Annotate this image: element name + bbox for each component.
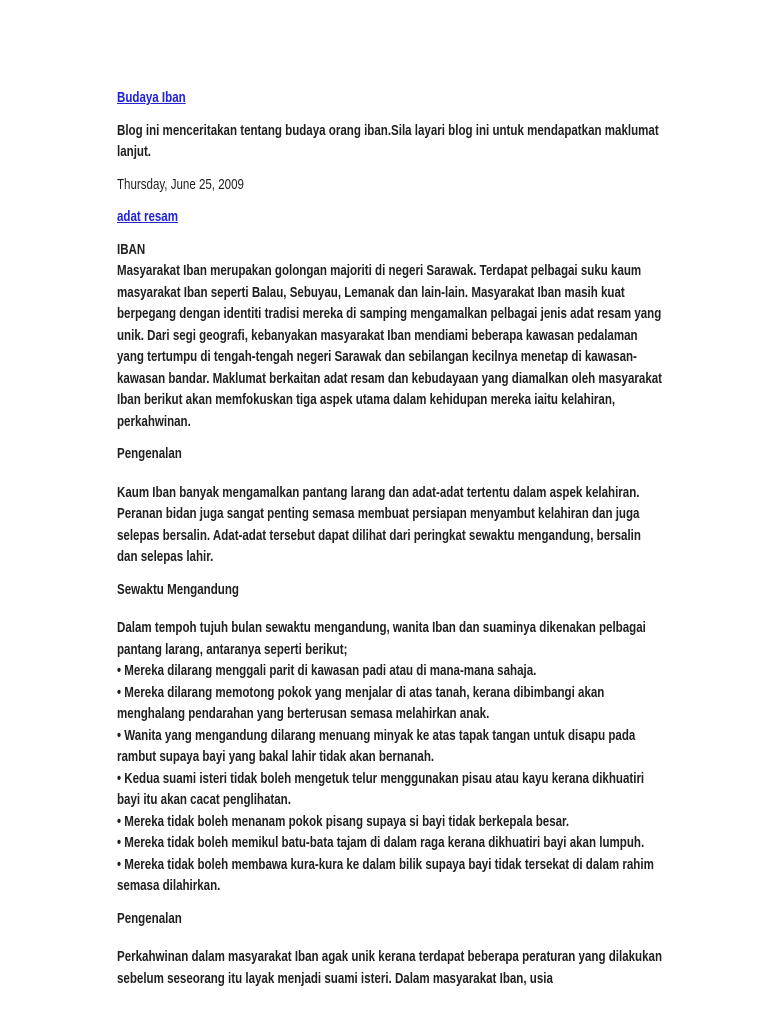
section-paragraph-perkahwinan: Perkahwinan dalam masyarakat Iban agak unik kerana terdapat beberapa peraturan yang dilakukan sebelum seseorang itu layak menjadi suami isteri. Dalam masyarakat Iban, usia — [117, 948, 663, 987]
bullet-item: • Mereka tidak boleh memikul batu-bata tajam di dalam raga kerana dikhuatiri bayi akan lumpuh. — [117, 834, 645, 851]
bullet-item: • Kedua suami isteri tidak boleh mengetuk telur menggunakan pisau atau kayu kerana dikhuatiri bayi itu akan cacat penglihatan. — [117, 769, 645, 808]
section-heading-sewaktu-mengandung: Sewaktu Mengandung — [117, 580, 239, 598]
document-content — [117, 87, 664, 1000]
section-intro — [117, 239, 664, 433]
blog-tagline: Blog ini menceritakan tentang budaya orang iban.Sila layari blog ini untuk mendapatkan maklumat lanjut. — [117, 121, 659, 160]
bullet-item: • Mereka dilarang memotong pokok yang menjalar di atas tanah, kerana dibimbangi akan menghalang pendarahan yang berterusan semasa melahirkan anak. — [117, 683, 605, 722]
section-heading-pengenalan-1: Pengenalan — [117, 445, 182, 462]
section-heading-pengenalan-2: Pengenalan — [117, 909, 182, 927]
bullet-item: • Mereka dilarang menggali parit di kawasan padi atau di mana-mana sahaja. — [117, 662, 537, 679]
section-paragraph-pantang-larang — [117, 617, 664, 897]
pantang-larang-intro: Dalam tempoh tujuh bulan sewaktu mengandung, wanita Iban dan suaminya dikenakan pelbagai pantang larang, antaranya seperti berikut; — [117, 619, 646, 658]
section-paragraph-kelahiran: Kaum Iban banyak mengamalkan pantang larang dan adat-adat tertentu dalam aspek kelahiran. Peranan bidan juga sangat penting semasa membuat persiapan menyambut kelahiran dan juga selepas bersalin. Adat-adat tersebut dapat dilihat dari peringkat sewaktu mengandung, bersalin dan selepas lahir. — [117, 483, 641, 565]
intro-heading: IBAN — [117, 240, 146, 258]
blog-title-link[interactable]: Budaya Iban — [117, 89, 186, 106]
bullet-item: • Wanita yang mengandung dilarang menuang minyak ke atas tapak tangan untuk disapu pada rambut supaya bayi yang bakal lahir tidak akan bernanah. — [117, 726, 636, 765]
post-title-link[interactable]: adat resam — [117, 208, 178, 225]
intro-paragraph: Masyarakat Iban merupakan golongan majoriti di negeri Sarawak. Terdapat pelbagai suku kaum masyarakat Iban seperti Balau, Sebuyau, Lemanak dan lain-lain. Masyarakat Iban masih kuat berpegang dengan identiti tradisi mereka di samping mengamalkan pelbagai jenis adat resam yang unik. Dari segi geografi, kebanyakan masyarakat Iban mendiami beberapa kawasan pedalaman yang tertumpu di tengah-tengah negeri Sarawak dan sebilangan kecilnya menetap di kawasan-kawasan bandar. Maklumat berkaitan adat resam dan kebudayaan yang diamalkan oleh masyarakat Iban berikut akan memfokuskan tiga aspek utama dalam kehidupan mereka iaitu kelahiran, perkahwinan. — [117, 262, 663, 430]
post-date: Thursday, June 25, 2009 — [117, 175, 244, 193]
bullet-item: • Mereka tidak boleh membawa kura-kura ke dalam bilik supaya bayi tidak tersekat di dalam rahim semasa dilahirkan. — [117, 855, 654, 894]
bullet-item: • Mereka tidak boleh menanam pokok pisang supaya si bayi tidak berkepala besar. — [117, 812, 570, 830]
